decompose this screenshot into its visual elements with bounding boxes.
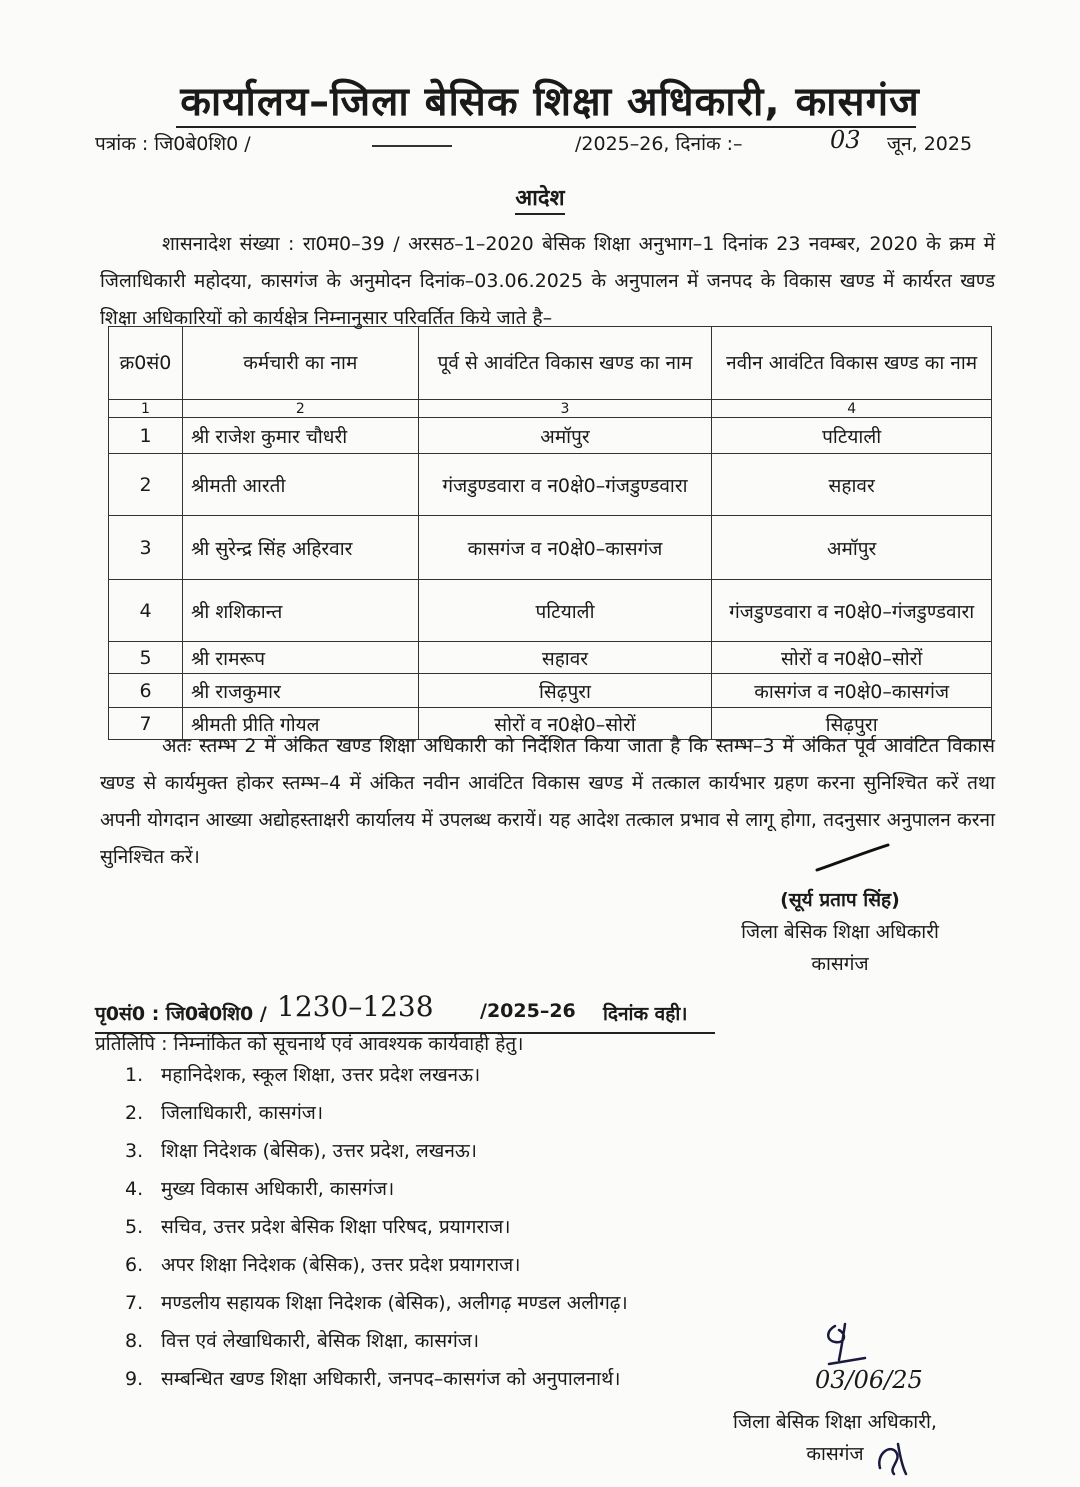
list-item [125,1360,628,1398]
list-number: 7. [125,1292,144,1314]
initials-date: 03/06/25 [815,1366,923,1394]
transfer-table [108,326,992,740]
signature-mark [815,842,890,872]
row-previous: सहावर [418,642,712,674]
order-heading-text: आदेश [515,186,564,215]
list-text: शिक्षा निदेशक (बेसिक), उत्तर प्रदेश, लखनऊ। [161,1140,477,1162]
list-text: महानिदेशक, स्कूल शिक्षा, उत्तर प्रदेश लखनऊ। [161,1064,481,1086]
title-underline [176,126,916,128]
header-new: नवीन आवंटित विकास खण्ड का नाम [712,327,992,400]
signature-scribble [872,1438,912,1478]
row-sno: 5 [109,642,183,674]
row-sno: 3 [109,516,183,580]
ref-prefix: पत्रांक : जि0बे0शि0 / [95,133,251,155]
signatory-name: (सूर्य प्रताप सिंह) [780,889,900,911]
header-name: कर्मचारी का नाम [182,327,418,400]
row-previous: पटियाली [418,580,712,642]
row-name: श्री रामरूप [182,642,418,674]
list-text: मण्डलीय सहायक शिक्षा निदेशक (बेसिक), अलीगढ़ मण्डल अलीगढ़। [161,1292,628,1314]
row-previous: सोरों व न0क्षे0–सोरों [418,708,712,740]
row-name: श्रीमती प्रीति गोयल [182,708,418,740]
row-new: अमॉपुर [712,516,992,580]
copy-signatory-place: कासगंज [806,1443,864,1465]
copy-ref-year: /2025–26 [480,1000,576,1022]
list-item [125,1170,628,1208]
table-row [109,516,992,580]
row-name: श्री राजेश कुमार चौधरी [182,418,418,454]
list-item [125,1246,628,1284]
header-previous: पूर्व से आवंटित विकास खण्ड का नाम [418,327,712,400]
ref-year: /2025–26, दिनांक :– [575,133,743,155]
row-new: सिढ़पुरा [712,708,992,740]
row-new: पटियाली [712,418,992,454]
order-intro: शासनादेश संख्या : रा0म0–39 / अरसठ–1–2020 बेसिक शिक्षा अनुभाग–1 दिनांक 23 नवम्बर, 2020 के क्रम में जिलाधिकारी महोदया, कासगंज के अनुमोदन दिनांक–03.06.2025 के अनुपालन में जनपद के विकास खण्ड में कार्यरत खण्ड शिक्षा अधिकारियों को कार्यक्षेत्र निम्नानुसार परिवर्तित किये जाते है– [100,233,995,329]
list-number: 2. [125,1102,144,1124]
row-previous: सिढ़पुरा [418,674,712,708]
table-row [109,454,992,516]
header-sno: क्र0सं0 [109,327,183,400]
column-number: 2 [182,400,418,418]
list-text: मुख्य विकास अधिकारी, कासगंज। [161,1178,395,1200]
list-number: 1. [125,1064,144,1086]
list-text: वित्त एवं लेखाधिकारी, बेसिक शिक्षा, कासगंज। [161,1330,480,1352]
table-row [109,418,992,454]
initials-mark [805,1320,875,1368]
list-text: जिलाधिकारी, कासगंज। [161,1102,324,1124]
table-header-row [109,327,992,400]
ref-month-year: जून, 2025 [887,133,973,155]
list-item [125,1322,628,1360]
list-text: सम्बन्धित खण्ड शिक्षा अधिकारी, जनपद–कासगंज को अनुपालनार्थ। [161,1368,621,1390]
row-new: कासगंज व न0क्षे0–कासगंज [712,674,992,708]
row-sno: 2 [109,454,183,516]
row-sno: 1 [109,418,183,454]
handwritten-initials [805,1320,925,1410]
copy-ref-number: 1230–1238 [277,990,434,1023]
copy-signatory-designation: जिला बेसिक शिक्षा अधिकारी, [733,1411,937,1433]
row-new: गंजडुण्डवारा व न0क्षे0–गंजडुण्डवारा [712,580,992,642]
copy-signatory-block [705,1406,965,1470]
list-number: 4. [125,1178,144,1200]
list-number: 6. [125,1254,144,1276]
list-item [125,1284,628,1322]
order-body: अतः स्तम्भ 2 में अंकित खण्ड शिक्षा अधिकारी को निर्देशित किया जाता है कि स्तम्भ–3 में अंकित पूर्व आवंटित विकास खण्ड से कार्यमुक्त होकर स्तम्भ–4 में अंकित नवीन आवंटित विकास खण्ड में तत्काल कार्यभार ग्रहण करना सुनिश्चित करें तथा अपनी योगदान आख्या अद्योहस्ताक्षरी कार्यालय में उपलब्ध करायें। यह आदेश तत्काल प्रभाव से लागू होगा, तदनुसार अनुपालन करना सुनिश्चित करें। [100,735,995,868]
column-number: 1 [109,400,183,418]
copy-intro: प्रतिलिपि : निम्नांकित को सूचनार्थ एवं आवश्यक कार्यवाही हेतु। [95,1033,524,1055]
list-item [125,1056,628,1094]
column-number: 3 [418,400,712,418]
row-previous: कासगंज व न0क्षे0–कासगंज [418,516,712,580]
column-number-row [109,400,992,418]
list-text: सचिव, उत्तर प्रदेश बेसिक शिक्षा परिषद, प्रयागराज। [161,1216,511,1238]
table-row [109,674,992,708]
list-text: अपर शिक्षा निदेशक (बेसिक), उत्तर प्रदेश प्रयागराज। [161,1254,521,1276]
copy-reference-line [95,990,715,1034]
row-sno: 6 [109,674,183,708]
row-sno: 7 [109,708,183,740]
copy-ref-prefix: पृ0सं0 : जि0बे0शि0 / [95,1003,267,1025]
list-number: 5. [125,1216,144,1238]
order-heading [0,182,1080,212]
list-item [125,1132,628,1170]
row-previous: अमॉपुर [418,418,712,454]
row-name: श्रीमती आरती [182,454,418,516]
row-name: श्री सुरेन्द्र सिंह अहिरवार [182,516,418,580]
ref-day: 03 [830,126,861,154]
signatory-block [700,884,980,980]
list-number: 9. [125,1368,144,1390]
reference-line [95,126,995,164]
list-number: 3. [125,1140,144,1162]
recipient-list [125,1056,628,1398]
copy-ref-date: दिनांक वही। [603,1003,688,1025]
blank-dash [372,145,452,147]
table-row [109,642,992,674]
row-name: श्री राजकुमार [182,674,418,708]
row-name: श्री शशिकान्त [182,580,418,642]
list-number: 8. [125,1330,144,1352]
list-item [125,1094,628,1132]
signatory-designation: जिला बेसिक शिक्षा अधिकारी [741,921,939,943]
office-title: कार्यालय–जिला बेसिक शिक्षा अधिकारी, कासगंज [180,79,920,125]
table-row [109,580,992,642]
signatory-place: कासगंज [811,953,869,975]
row-previous: गंजडुण्डवारा व न0क्षे0–गंजडुण्डवारा [418,454,712,516]
list-item [125,1208,628,1246]
column-number: 4 [712,400,992,418]
row-sno: 4 [109,580,183,642]
row-new: सहावर [712,454,992,516]
row-new: सोरों व न0क्षे0–सोरों [712,642,992,674]
